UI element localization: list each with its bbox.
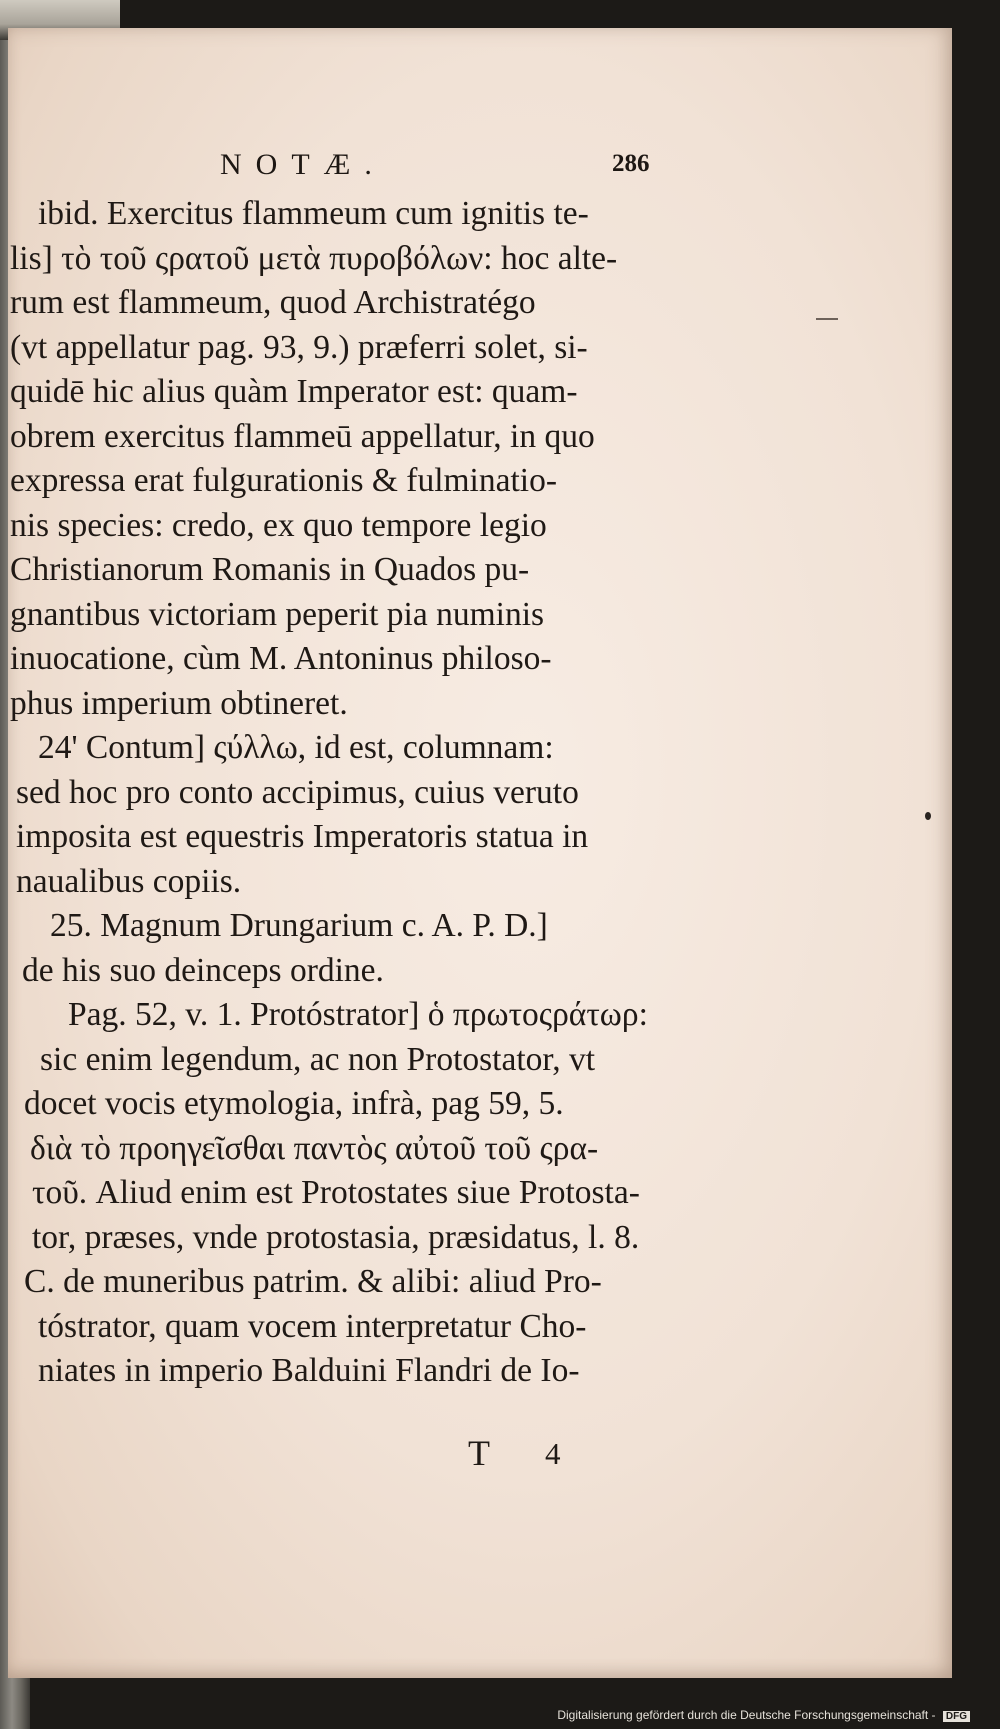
text-line: Pag. 52, v. 1. Protóstrator] ὁ πρωτοςράτωρ: bbox=[68, 996, 648, 1033]
text-line: inuocatione, cùm M. Antoninus philoso- bbox=[10, 640, 552, 677]
signature-mark bbox=[0, 1432, 1000, 1482]
text-line: nis species: credo, ex quo tempore legio bbox=[10, 506, 547, 544]
text-line: docet vocis etymologia, infrà, pag 59, 5. bbox=[24, 1085, 564, 1122]
text-line: C. de muneribus patrim. & alibi: aliud Pro- bbox=[24, 1263, 602, 1300]
text-line: expressa erat fulgurationis & fulminatio- bbox=[10, 462, 558, 499]
signature-number: 4 bbox=[545, 1436, 561, 1471]
ink-mark bbox=[816, 318, 838, 320]
text-line: de his suo deinceps ordine. bbox=[22, 951, 384, 989]
text-line: sed hoc pro conto accipimus, cuius veruto bbox=[16, 773, 579, 811]
page-number: 286 bbox=[612, 150, 650, 177]
signature-letter: T bbox=[468, 1433, 490, 1473]
text-line: (vt appellatur pag. 93, 9.) præferri solet, si- bbox=[10, 328, 588, 366]
text-line: gnantibus victoriam peperit pia numinis bbox=[10, 595, 545, 633]
digitization-credit bbox=[557, 1708, 970, 1722]
text-line: phus imperium obtineret. bbox=[10, 684, 348, 722]
text-block bbox=[10, 192, 676, 1394]
text-line: obrem exercitus flammeū appellatur, in quo bbox=[10, 417, 595, 455]
text-line: sic enim legendum, ac non Protostator, vt bbox=[40, 1040, 596, 1078]
text-line: Christianorum Romanis in Quados pu- bbox=[10, 551, 530, 588]
running-head: NOTÆ. bbox=[220, 148, 386, 181]
text-line: imposita est equestris Imperatoris statua in bbox=[16, 818, 589, 855]
text-line: 25. Magnum Drungarium c. A. P. D.] bbox=[50, 907, 548, 944]
ink-speck bbox=[925, 812, 931, 820]
text-line: τοῦ. Aliud enim est Protostates siue Protosta- bbox=[32, 1174, 640, 1211]
text-line: niates in imperio Balduini Flandri de Io- bbox=[38, 1352, 580, 1389]
text-line: quidē hic alius quàm Imperator est: quam- bbox=[10, 373, 578, 410]
text-line: ibid. Exercitus flammeum cum ignitis te- bbox=[38, 195, 589, 232]
credit-text: Digitalisierung gefördert durch die Deutsche Forschungsgemeinschaft - bbox=[557, 1708, 936, 1722]
text-line: διὰ τὸ προηγεῖσθαι παντὸς αὐτοῦ τοῦ ςρα- bbox=[30, 1129, 599, 1167]
dfg-logo: DFG bbox=[943, 1711, 970, 1722]
page-header bbox=[0, 148, 1000, 188]
text-line: naualibus copiis. bbox=[16, 862, 242, 900]
text-line: lis] τὸ τοῦ ςρατοῦ μετὰ πυροβόλων: hoc alte- bbox=[10, 239, 618, 277]
text-line: 24' Contum] ςύλλω, id est, columnam: bbox=[38, 729, 554, 766]
text-line: tor, præses, vnde protostasia, præsidatus, l. 8. bbox=[32, 1218, 640, 1256]
text-line: tóstrator, quam vocem interpretatur Cho- bbox=[38, 1307, 587, 1345]
text-line: rum est flammeum, quod Archistratégo bbox=[10, 284, 536, 321]
